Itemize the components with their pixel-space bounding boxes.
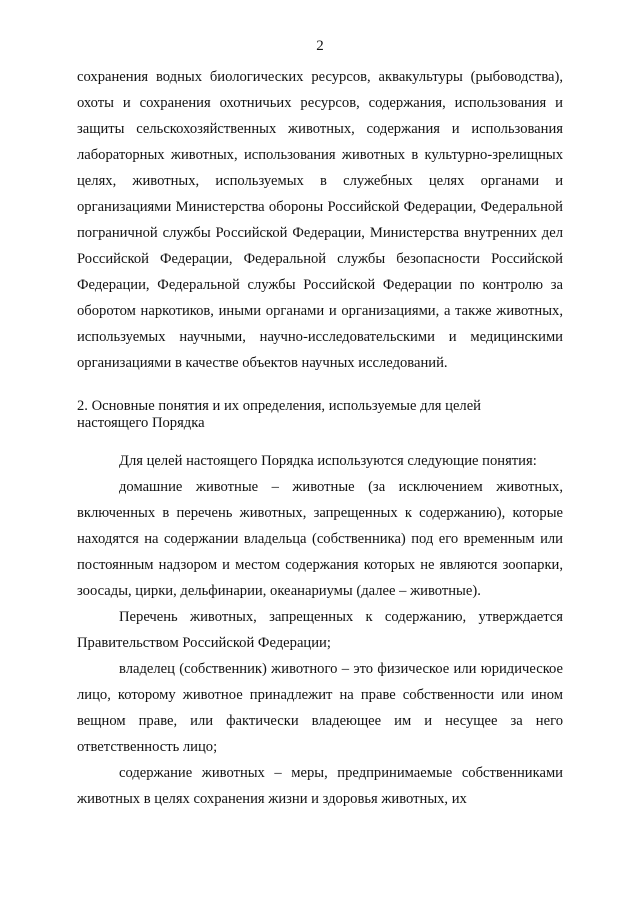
section-heading-line-2: настоящего Порядка [77, 415, 205, 431]
paragraph-keeping-definition: содержание животных – меры, предпринимаемые собственниками животных в целях сохранения жизни и здоровья животных, их [77, 765, 563, 807]
paragraph-continuation: сохранения водных биологических ресурсов, аквакультуры (рыбоводства), охоты и сохранения охотничьих ресурсов, содержания, использования и защиты сельскохозяйственных животных, содержания и использования лабораторных животных, использования животных в культурно-зрелищных целях, животных, используемых в служебных целях органами и организациями Министерства обороны Российской Федерации, Федеральной пограничной службы Российской Федерации, Министерства внутренних дел Российской Федерации, Федеральной службы безопасности Российской Федерации, Федеральной службы Российской Федерации по контролю за оборотом наркотиков, иными органами и организациями, а также животных, используемых научными, научно-исследовательскими и медицинскими организациями в качестве объектов научных исследований. [77, 69, 563, 371]
paragraph-owner-definition: владелец (собственник) животного – это физическое или юридическое лицо, которому животное принадлежит на праве собственности или ином вещном праве, или фактически владеющее им и несущее за него ответственность лицо; [77, 661, 563, 755]
paragraph-domestic-animals: домашние животные – животные (за исключением животных, включенных в перечень животных, запрещенных к содержанию), которые находятся на содержании владельца (собственника) под его временным или постоянным надзором и местом содержания которых не являются зоопарки, зоосады, цирки, дельфинарии, океанариумы (далее – животные). [77, 479, 563, 599]
spacer [77, 376, 563, 398]
paragraph-definitions-intro: Для целей настоящего Порядка используются следующие понятия: [119, 453, 537, 469]
section-heading-line-1: 2. Основные понятия и их определения, используемые для целей [77, 398, 481, 414]
paragraph-prohibited-list: Перечень животных, запрещенных к содержанию, утверждается Правительством Российской Федерации; [77, 609, 563, 651]
spacer [77, 432, 563, 448]
page-number: 2 [316, 38, 324, 54]
document-body [77, 64, 563, 812]
